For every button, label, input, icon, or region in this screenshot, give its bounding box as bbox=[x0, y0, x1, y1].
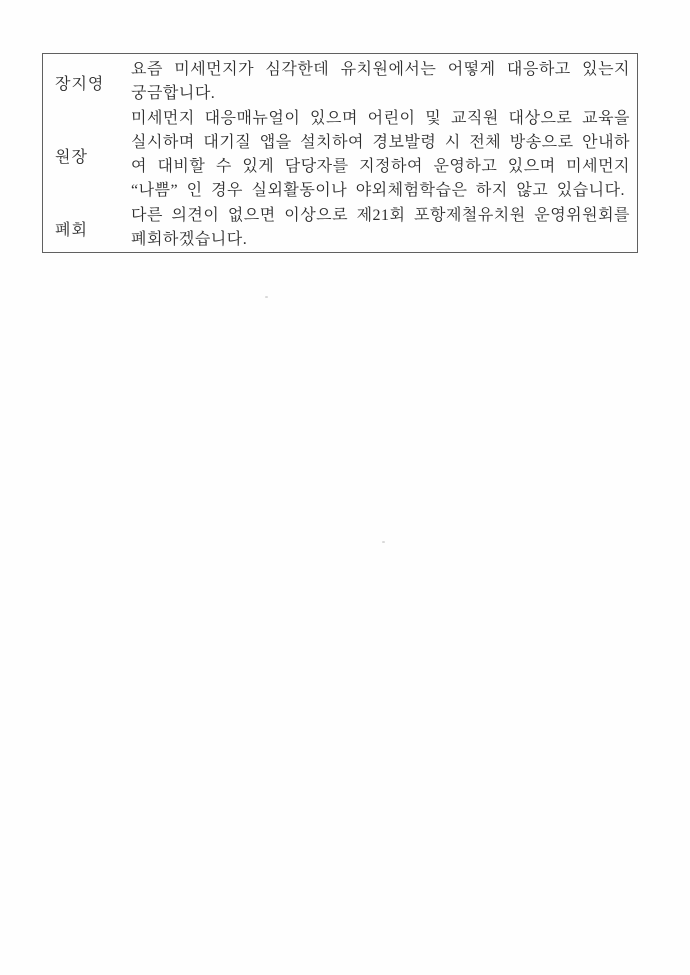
table-row bbox=[43, 107, 637, 204]
speaker-name: 폐회 bbox=[55, 221, 88, 239]
scan-artifact bbox=[382, 541, 385, 543]
speaker-statement: 요즘 미세먼지가 심각한데 유치원에서는 어떻게 대응하고 있는지 궁금합니다. bbox=[131, 61, 630, 102]
minutes-table bbox=[42, 53, 638, 253]
scan-artifact bbox=[265, 296, 268, 298]
speaker-statement: 다른 의견이 없으면 이상으로 제21회 포항제철유치원 운영위원회를 폐회하겠습니다. bbox=[131, 207, 630, 248]
speaker-name: 원장 bbox=[55, 149, 88, 166]
table-row bbox=[43, 58, 637, 107]
speaker-name: 장지영 bbox=[55, 76, 105, 93]
table-row bbox=[43, 204, 637, 252]
speaker-statement: 미세먼지 대응매뉴얼이 있으며 어린이 및 교직원 대상으로 교육을 실시하며 대기질 앱을 설치하여 경보발령 시 전체 방송으로 안내하여 대비할 수 있게 담당자를 지정하여 운영하고 있으며 미세먼지 “나쁨” 인 경우 실외활동이나 야외체험학습은 하지 않고 있습니다. bbox=[131, 110, 630, 199]
